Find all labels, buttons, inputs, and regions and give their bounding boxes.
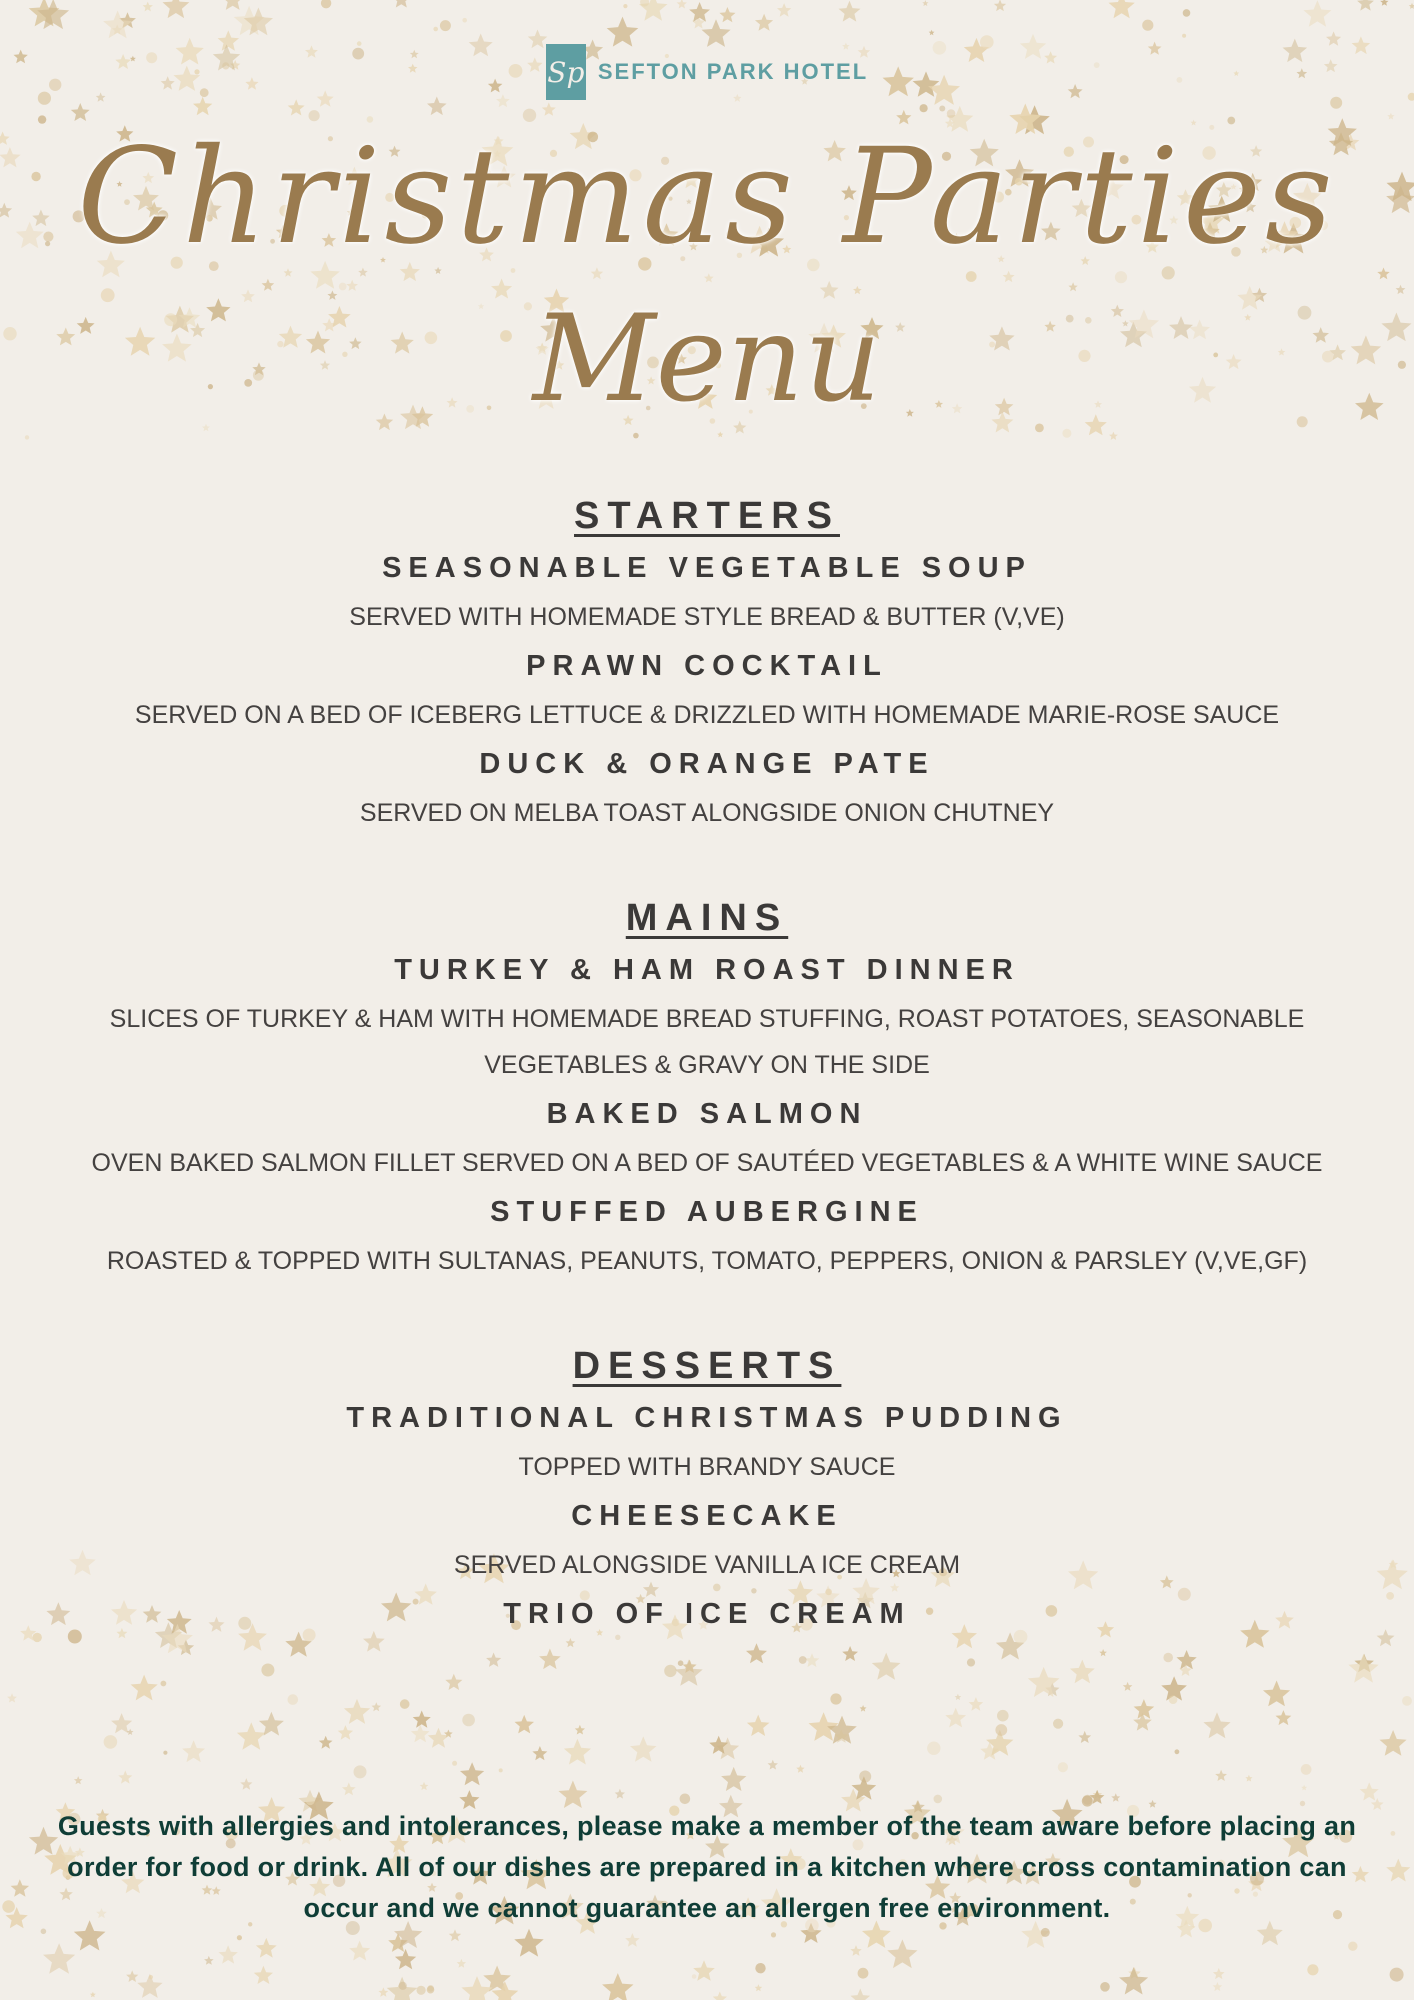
dish-name: TRIO OF ICE CREAM: [503, 1598, 911, 1630]
dish-description: ROASTED & TOPPED WITH SULTANAS, PEANUTS, TOMATO, PEPPERS, ONION & PARSLEY (V,VE,GF): [106, 1247, 1308, 1275]
dish-description: SERVED ON A BED OF ICEBERG LETTUCE & DRIZZLED WITH HOMEMADE MARIE-ROSE SAUCE: [134, 701, 1280, 729]
section-desserts: [0, 1340, 1414, 1640]
dish-name: SEASONABLE VEGETABLE SOUP: [382, 552, 1032, 584]
hotel-logo: [0, 44, 1414, 100]
dish-description: SLICES OF TURKEY & HAM WITH HOMEMADE BREAD STUFFING, ROAST POTATOES, SEASONABLE VEGETABLES & GRAVY ON THE SIDE: [109, 1005, 1305, 1079]
section-starters: [0, 490, 1414, 836]
dish-name: STUFFED AUBERGINE: [490, 1196, 924, 1228]
hotel-name: SEFTON PARK HOTEL: [597, 59, 869, 84]
dish-name: TURKEY & HAM ROAST DINNER: [394, 954, 1020, 986]
dish-name: PRAWN COCKTAIL: [526, 650, 888, 682]
dish-name: TRADITIONAL CHRISTMAS PUDDING: [346, 1402, 1068, 1434]
allergen-notice: Guests with allergies and intolerances, please make a member of the team aware before placing an order for food or drink. All of our dishes are prepared in a kitchen where cross contamination can occur and we cannot guarantee an allergen free environment.: [57, 1811, 1357, 1923]
dish-description: TOPPED WITH BRANDY SAUCE: [518, 1453, 896, 1481]
dish-name: CHEESECAKE: [571, 1500, 843, 1532]
dish-description: OVEN BAKED SALMON FILLET SERVED ON A BED OF SAUTÉED VEGETABLES & A WHITE WINE SAUCE: [91, 1149, 1323, 1177]
monogram-icon: Sp: [546, 44, 586, 100]
section-heading: MAINS: [625, 897, 789, 939]
section-heading: STARTERS: [574, 495, 840, 537]
dish-name: BAKED SALMON: [546, 1098, 868, 1130]
dish-description: SERVED ALONGSIDE VANILLA ICE CREAM: [453, 1551, 961, 1579]
dish-name: DUCK & ORANGE PATE: [479, 748, 935, 780]
page-title: Christmas Parties: [77, 120, 1337, 274]
page-subtitle: Menu: [532, 290, 882, 429]
dish-description: SERVED ON MELBA TOAST ALONGSIDE ONION CHUTNEY: [359, 799, 1055, 827]
menu-body: [0, 490, 1414, 1696]
section-heading: DESSERTS: [572, 1345, 842, 1387]
dish-description: SERVED WITH HOMEMADE STYLE BREAD & BUTTER (V,VE): [349, 603, 1065, 631]
section-mains: [0, 892, 1414, 1284]
